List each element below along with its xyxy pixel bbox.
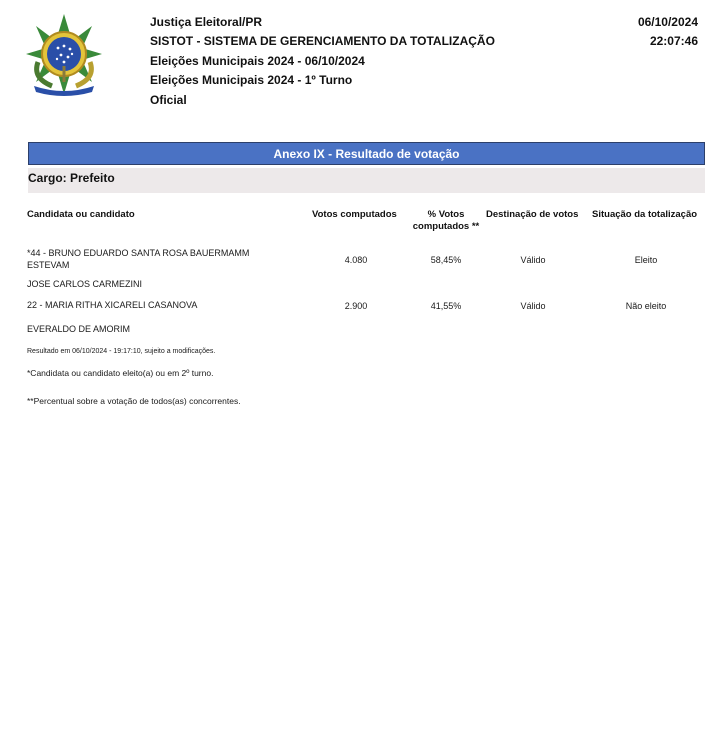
cargo-label: Cargo: Prefeito (28, 171, 115, 185)
note-result-time: Resultado em 06/10/2024 - 19:17:10, sujeito a modificações. (27, 348, 216, 355)
row1-candidate-line2: ESTEVAM (27, 260, 70, 270)
report-time: 22:07:46 (649, 34, 698, 48)
cargo-bar (28, 168, 705, 193)
row2-votes: 2.900 (344, 301, 368, 311)
election-line-2: Eleições Municipais 2024 - 1º Turno (150, 73, 353, 87)
row2-percent: 41,55% (430, 301, 462, 311)
col-percent-line1: % Votos (427, 209, 465, 220)
row2-destination: Válido (520, 301, 546, 311)
org-name: Justiça Eleitoral/PR (150, 15, 263, 29)
col-percent (404, 209, 488, 233)
row1-votes: 4.080 (344, 255, 368, 265)
row1-vice: JOSE CARLOS CARMEZINI (27, 279, 143, 289)
note-elected: *Candidata ou candidato eleito(a) ou em 2º turno. (27, 368, 214, 378)
col-votes: Votos computados (312, 209, 397, 220)
col-candidate: Candidata ou candidato (27, 209, 135, 220)
row1-candidate-line1: *44 - BRUNO EDUARDO SANTA ROSA BAUERMAMM (27, 248, 250, 258)
note-percent: **Percentual sobre a votação de todos(as) concorrentes. (27, 396, 241, 406)
election-line-1: Eleições Municipais 2024 - 06/10/2024 (150, 54, 365, 68)
row2-vice: EVERALDO DE AMORIM (27, 324, 131, 334)
status-label: Oficial (150, 93, 187, 107)
report-date: 06/10/2024 (637, 15, 698, 29)
annex-banner: Anexo IX - Resultado de votação (28, 142, 705, 165)
system-name: SISTOT - SISTEMA DE GERENCIAMENTO DA TOTALIZAÇÃO (150, 34, 495, 48)
col-destination: Destinação de votos (486, 209, 579, 220)
row1-situation: Eleito (634, 255, 658, 265)
coat-of-arms-icon (24, 12, 104, 96)
col-situation: Situação da totalização (592, 209, 698, 220)
row1-destination: Válido (520, 255, 546, 265)
col-percent-line2: computados ** (412, 221, 480, 232)
row2-situation: Não eleito (625, 301, 667, 311)
row1-percent: 58,45% (430, 255, 462, 265)
row2-candidate-line1: 22 - MARIA RITHA XICARELI CASANOVA (27, 300, 198, 310)
